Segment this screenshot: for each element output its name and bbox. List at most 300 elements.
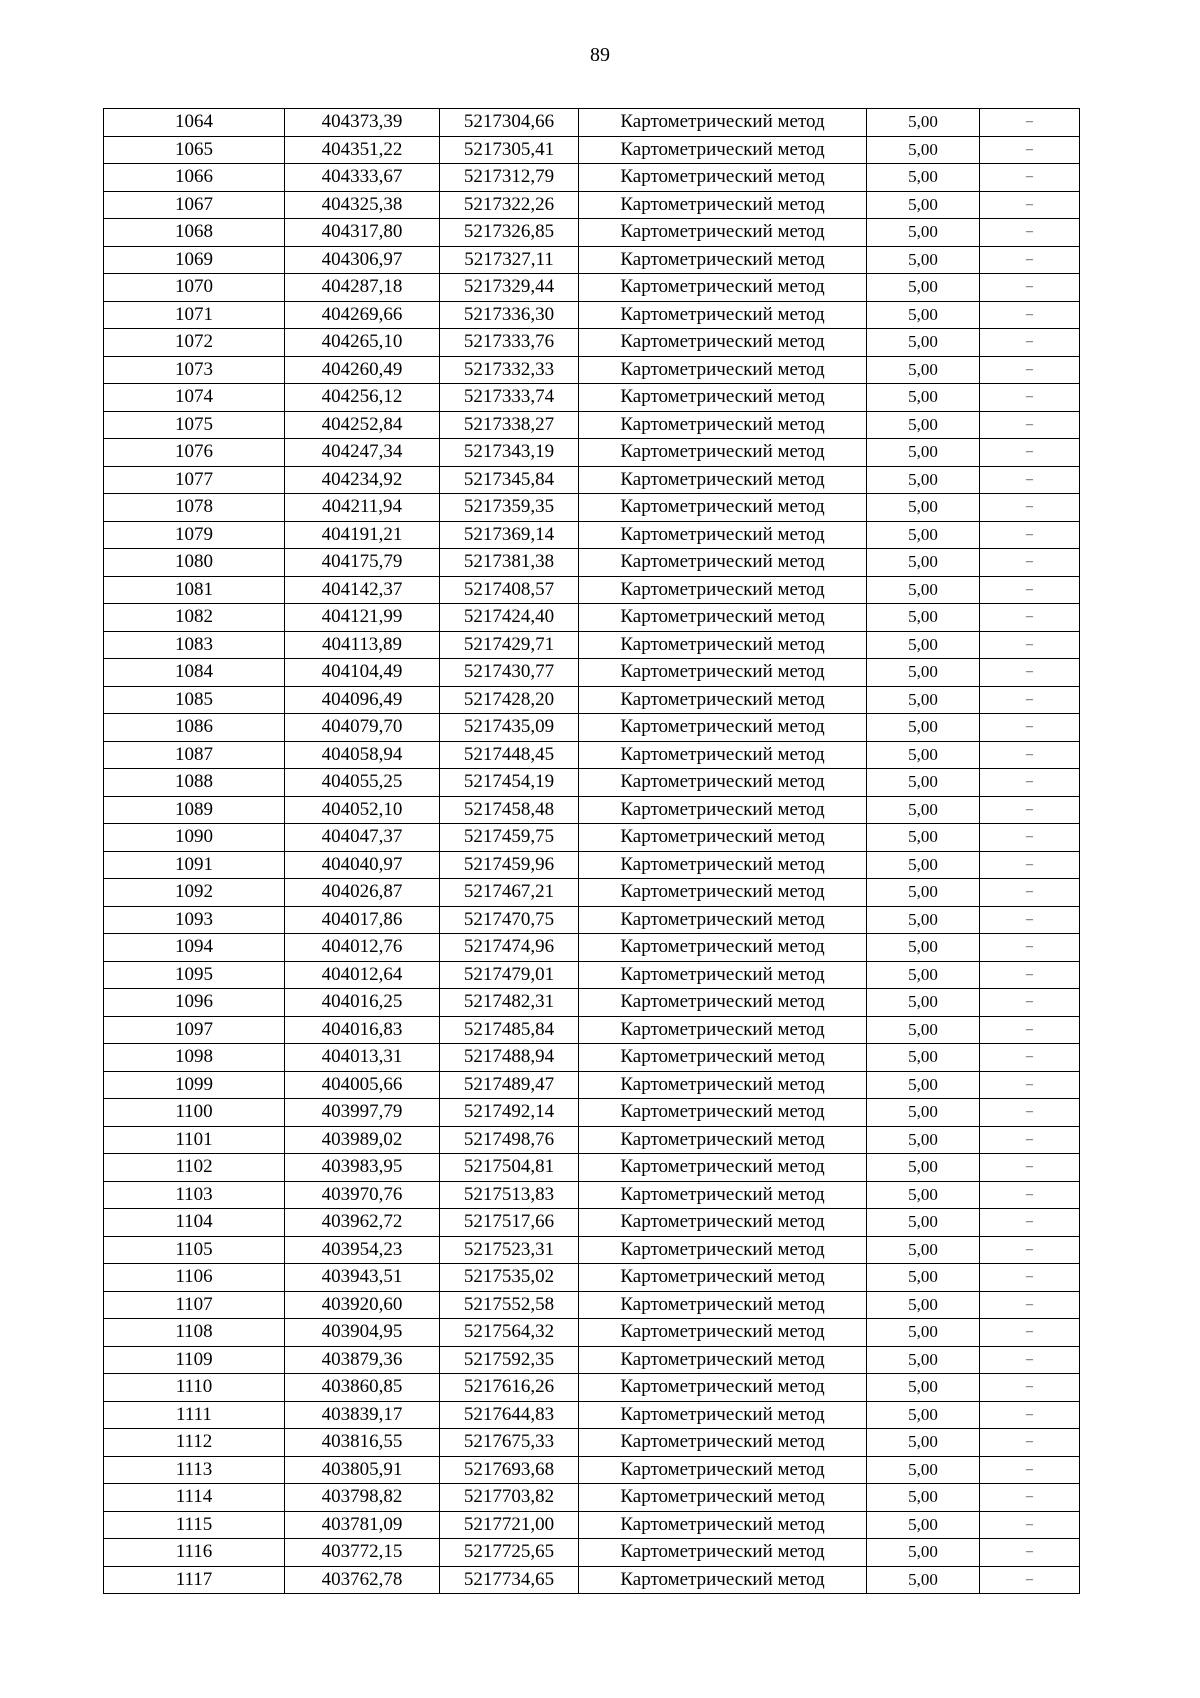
cell-point-number: 1097 <box>104 1016 285 1044</box>
cell-accuracy: 5,00 <box>867 1456 980 1484</box>
cell-y-coordinate: 5217369,14 <box>440 521 579 549</box>
cell-accuracy: 5,00 <box>867 191 980 219</box>
cell-method: Картометрический метод <box>579 219 867 247</box>
cell-accuracy: 5,00 <box>867 1236 980 1264</box>
cell-accuracy: 5,00 <box>867 466 980 494</box>
cell-x-coordinate: 404175,79 <box>285 549 440 577</box>
cell-method: Картометрический метод <box>579 906 867 934</box>
cell-note: – <box>980 1319 1080 1347</box>
cell-x-coordinate: 404234,92 <box>285 466 440 494</box>
cell-x-coordinate: 403970,76 <box>285 1181 440 1209</box>
cell-point-number: 1093 <box>104 906 285 934</box>
table-row <box>104 1126 1080 1154</box>
cell-accuracy: 5,00 <box>867 934 980 962</box>
table-row <box>104 384 1080 412</box>
cell-x-coordinate: 404016,83 <box>285 1016 440 1044</box>
cell-accuracy: 5,00 <box>867 1099 980 1127</box>
cell-method: Картометрический метод <box>579 1346 867 1374</box>
cell-note: – <box>980 1374 1080 1402</box>
cell-y-coordinate: 5217333,76 <box>440 329 579 357</box>
table-row <box>104 1511 1080 1539</box>
cell-point-number: 1111 <box>104 1401 285 1429</box>
cell-method: Картометрический метод <box>579 1291 867 1319</box>
table-row <box>104 1539 1080 1567</box>
cell-note: – <box>980 1346 1080 1374</box>
cell-method: Картометрический метод <box>579 1044 867 1072</box>
cell-accuracy: 5,00 <box>867 1181 980 1209</box>
cell-method: Картометрический метод <box>579 164 867 192</box>
cell-note: – <box>980 246 1080 274</box>
cell-point-number: 1100 <box>104 1099 285 1127</box>
cell-method: Картометрический метод <box>579 1016 867 1044</box>
cell-y-coordinate: 5217435,09 <box>440 714 579 742</box>
cell-point-number: 1081 <box>104 576 285 604</box>
cell-accuracy: 5,00 <box>867 411 980 439</box>
cell-point-number: 1091 <box>104 851 285 879</box>
cell-y-coordinate: 5217675,33 <box>440 1429 579 1457</box>
cell-y-coordinate: 5217338,27 <box>440 411 579 439</box>
cell-point-number: 1076 <box>104 439 285 467</box>
cell-note: – <box>980 1539 1080 1567</box>
cell-point-number: 1079 <box>104 521 285 549</box>
cell-x-coordinate: 404096,49 <box>285 686 440 714</box>
table-row <box>104 1291 1080 1319</box>
cell-accuracy: 5,00 <box>867 769 980 797</box>
cell-point-number: 1067 <box>104 191 285 219</box>
table-row <box>104 329 1080 357</box>
cell-method: Картометрический метод <box>579 439 867 467</box>
cell-point-number: 1105 <box>104 1236 285 1264</box>
cell-point-number: 1086 <box>104 714 285 742</box>
table-row <box>104 714 1080 742</box>
cell-method: Картометрический метод <box>579 411 867 439</box>
cell-point-number: 1107 <box>104 1291 285 1319</box>
table-row <box>104 521 1080 549</box>
cell-method: Картометрический метод <box>579 274 867 302</box>
cell-y-coordinate: 5217725,65 <box>440 1539 579 1567</box>
cell-point-number: 1085 <box>104 686 285 714</box>
cell-y-coordinate: 5217322,26 <box>440 191 579 219</box>
cell-accuracy: 5,00 <box>867 521 980 549</box>
cell-accuracy: 5,00 <box>867 1319 980 1347</box>
cell-y-coordinate: 5217459,75 <box>440 824 579 852</box>
cell-point-number: 1092 <box>104 879 285 907</box>
cell-x-coordinate: 404269,66 <box>285 301 440 329</box>
cell-method: Картометрический метод <box>579 1264 867 1292</box>
table-row <box>104 1099 1080 1127</box>
cell-accuracy: 5,00 <box>867 109 980 137</box>
table-row <box>104 411 1080 439</box>
table-row <box>104 466 1080 494</box>
cell-note: – <box>980 301 1080 329</box>
cell-method: Картометрический метод <box>579 329 867 357</box>
cell-y-coordinate: 5217721,00 <box>440 1511 579 1539</box>
cell-note: – <box>980 1484 1080 1512</box>
cell-note: – <box>980 576 1080 604</box>
cell-note: – <box>980 191 1080 219</box>
cell-y-coordinate: 5217564,32 <box>440 1319 579 1347</box>
cell-note: – <box>980 1401 1080 1429</box>
cell-note: – <box>980 1429 1080 1457</box>
cell-method: Картометрический метод <box>579 191 867 219</box>
cell-x-coordinate: 404012,64 <box>285 961 440 989</box>
cell-point-number: 1089 <box>104 796 285 824</box>
cell-accuracy: 5,00 <box>867 136 980 164</box>
cell-method: Картометрический метод <box>579 136 867 164</box>
cell-method: Картометрический метод <box>579 1456 867 1484</box>
cell-x-coordinate: 403798,82 <box>285 1484 440 1512</box>
cell-method: Картометрический метод <box>579 961 867 989</box>
cell-note: – <box>980 136 1080 164</box>
cell-point-number: 1069 <box>104 246 285 274</box>
cell-point-number: 1065 <box>104 136 285 164</box>
table-row <box>104 934 1080 962</box>
cell-note: – <box>980 411 1080 439</box>
table-row <box>104 741 1080 769</box>
cell-y-coordinate: 5217408,57 <box>440 576 579 604</box>
cell-note: – <box>980 686 1080 714</box>
table-row <box>104 769 1080 797</box>
cell-x-coordinate: 404058,94 <box>285 741 440 769</box>
cell-point-number: 1077 <box>104 466 285 494</box>
table-row <box>104 1016 1080 1044</box>
cell-accuracy: 5,00 <box>867 1346 980 1374</box>
cell-accuracy: 5,00 <box>867 1566 980 1594</box>
cell-x-coordinate: 403920,60 <box>285 1291 440 1319</box>
cell-point-number: 1074 <box>104 384 285 412</box>
cell-accuracy: 5,00 <box>867 576 980 604</box>
cell-point-number: 1075 <box>104 411 285 439</box>
cell-note: – <box>980 1264 1080 1292</box>
table-row <box>104 439 1080 467</box>
cell-method: Картометрический метод <box>579 384 867 412</box>
cell-note: – <box>980 1044 1080 1072</box>
cell-accuracy: 5,00 <box>867 604 980 632</box>
cell-method: Картометрический метод <box>579 576 867 604</box>
cell-accuracy: 5,00 <box>867 796 980 824</box>
cell-method: Картометрический метод <box>579 741 867 769</box>
cell-method: Картометрический метод <box>579 796 867 824</box>
cell-x-coordinate: 403772,15 <box>285 1539 440 1567</box>
cell-accuracy: 5,00 <box>867 439 980 467</box>
cell-y-coordinate: 5217359,35 <box>440 494 579 522</box>
cell-point-number: 1072 <box>104 329 285 357</box>
cell-method: Картометрический метод <box>579 549 867 577</box>
cell-note: – <box>980 1566 1080 1594</box>
cell-method: Картометрический метод <box>579 1511 867 1539</box>
table-row <box>104 851 1080 879</box>
table-row <box>104 1264 1080 1292</box>
table-row <box>104 1374 1080 1402</box>
cell-y-coordinate: 5217513,83 <box>440 1181 579 1209</box>
cell-x-coordinate: 403839,17 <box>285 1401 440 1429</box>
cell-point-number: 1096 <box>104 989 285 1017</box>
cell-y-coordinate: 5217535,02 <box>440 1264 579 1292</box>
cell-method: Картометрический метод <box>579 934 867 962</box>
cell-point-number: 1068 <box>104 219 285 247</box>
cell-note: – <box>980 1456 1080 1484</box>
cell-x-coordinate: 404252,84 <box>285 411 440 439</box>
cell-method: Картометрический метод <box>579 1484 867 1512</box>
cell-point-number: 1104 <box>104 1209 285 1237</box>
cell-accuracy: 5,00 <box>867 1016 980 1044</box>
cell-y-coordinate: 5217504,81 <box>440 1154 579 1182</box>
cell-y-coordinate: 5217479,01 <box>440 961 579 989</box>
cell-y-coordinate: 5217454,19 <box>440 769 579 797</box>
cell-method: Картометрический метод <box>579 1319 867 1347</box>
cell-accuracy: 5,00 <box>867 1071 980 1099</box>
table-row <box>104 1319 1080 1347</box>
cell-accuracy: 5,00 <box>867 714 980 742</box>
cell-x-coordinate: 404055,25 <box>285 769 440 797</box>
cell-note: – <box>980 934 1080 962</box>
cell-point-number: 1103 <box>104 1181 285 1209</box>
cell-note: – <box>980 714 1080 742</box>
cell-y-coordinate: 5217332,33 <box>440 356 579 384</box>
cell-x-coordinate: 404012,76 <box>285 934 440 962</box>
cell-x-coordinate: 404211,94 <box>285 494 440 522</box>
cell-accuracy: 5,00 <box>867 961 980 989</box>
cell-accuracy: 5,00 <box>867 356 980 384</box>
cell-y-coordinate: 5217345,84 <box>440 466 579 494</box>
table-row <box>104 989 1080 1017</box>
cell-x-coordinate: 404247,34 <box>285 439 440 467</box>
table-row <box>104 136 1080 164</box>
cell-accuracy: 5,00 <box>867 1429 980 1457</box>
cell-point-number: 1066 <box>104 164 285 192</box>
cell-y-coordinate: 5217470,75 <box>440 906 579 934</box>
cell-method: Картометрический метод <box>579 989 867 1017</box>
cell-x-coordinate: 404373,39 <box>285 109 440 137</box>
cell-note: – <box>980 521 1080 549</box>
cell-point-number: 1088 <box>104 769 285 797</box>
cell-method: Картометрический метод <box>579 1429 867 1457</box>
cell-note: – <box>980 109 1080 137</box>
cell-method: Картометрический метод <box>579 1401 867 1429</box>
cell-accuracy: 5,00 <box>867 741 980 769</box>
cell-note: – <box>980 466 1080 494</box>
cell-accuracy: 5,00 <box>867 1539 980 1567</box>
cell-x-coordinate: 404256,12 <box>285 384 440 412</box>
cell-note: – <box>980 741 1080 769</box>
cell-point-number: 1102 <box>104 1154 285 1182</box>
table-row <box>104 1154 1080 1182</box>
cell-y-coordinate: 5217482,31 <box>440 989 579 1017</box>
cell-note: – <box>980 604 1080 632</box>
cell-accuracy: 5,00 <box>867 1511 980 1539</box>
cell-accuracy: 5,00 <box>867 1374 980 1402</box>
cell-point-number: 1071 <box>104 301 285 329</box>
table-row <box>104 631 1080 659</box>
cell-note: – <box>980 164 1080 192</box>
cell-x-coordinate: 403983,95 <box>285 1154 440 1182</box>
cell-accuracy: 5,00 <box>867 879 980 907</box>
table-row <box>104 164 1080 192</box>
cell-y-coordinate: 5217429,71 <box>440 631 579 659</box>
cell-note: – <box>980 329 1080 357</box>
cell-point-number: 1064 <box>104 109 285 137</box>
cell-note: – <box>980 1181 1080 1209</box>
cell-y-coordinate: 5217517,66 <box>440 1209 579 1237</box>
cell-accuracy: 5,00 <box>867 1291 980 1319</box>
cell-accuracy: 5,00 <box>867 219 980 247</box>
table-row <box>104 1429 1080 1457</box>
cell-y-coordinate: 5217304,66 <box>440 109 579 137</box>
cell-point-number: 1087 <box>104 741 285 769</box>
cell-x-coordinate: 404013,31 <box>285 1044 440 1072</box>
cell-note: – <box>980 961 1080 989</box>
table-row <box>104 1484 1080 1512</box>
cell-accuracy: 5,00 <box>867 549 980 577</box>
cell-method: Картометрический метод <box>579 356 867 384</box>
cell-note: – <box>980 1099 1080 1127</box>
cell-x-coordinate: 403805,91 <box>285 1456 440 1484</box>
cell-method: Картометрический метод <box>579 246 867 274</box>
cell-x-coordinate: 404191,21 <box>285 521 440 549</box>
table-row <box>104 1181 1080 1209</box>
table-row <box>104 549 1080 577</box>
cell-x-coordinate: 404351,22 <box>285 136 440 164</box>
cell-point-number: 1114 <box>104 1484 285 1512</box>
cell-x-coordinate: 404265,10 <box>285 329 440 357</box>
cell-method: Картометрический метод <box>579 851 867 879</box>
cell-accuracy: 5,00 <box>867 1154 980 1182</box>
cell-point-number: 1073 <box>104 356 285 384</box>
cell-y-coordinate: 5217734,65 <box>440 1566 579 1594</box>
cell-y-coordinate: 5217616,26 <box>440 1374 579 1402</box>
cell-note: – <box>980 1016 1080 1044</box>
cell-accuracy: 5,00 <box>867 274 980 302</box>
cell-x-coordinate: 403904,95 <box>285 1319 440 1347</box>
table-row <box>104 1044 1080 1072</box>
cell-y-coordinate: 5217329,44 <box>440 274 579 302</box>
cell-method: Картометрический метод <box>579 1181 867 1209</box>
cell-method: Картометрический метод <box>579 1099 867 1127</box>
cell-y-coordinate: 5217305,41 <box>440 136 579 164</box>
cell-point-number: 1098 <box>104 1044 285 1072</box>
cell-x-coordinate: 404317,80 <box>285 219 440 247</box>
cell-method: Картометрический метод <box>579 521 867 549</box>
cell-method: Картометрический метод <box>579 1539 867 1567</box>
coordinates-table-body <box>104 109 1080 1594</box>
cell-y-coordinate: 5217312,79 <box>440 164 579 192</box>
cell-accuracy: 5,00 <box>867 851 980 879</box>
cell-accuracy: 5,00 <box>867 686 980 714</box>
cell-y-coordinate: 5217459,96 <box>440 851 579 879</box>
cell-note: – <box>980 384 1080 412</box>
cell-method: Картометрический метод <box>579 631 867 659</box>
cell-x-coordinate: 404113,89 <box>285 631 440 659</box>
cell-accuracy: 5,00 <box>867 1401 980 1429</box>
cell-y-coordinate: 5217430,77 <box>440 659 579 687</box>
cell-method: Картометрический метод <box>579 301 867 329</box>
cell-note: – <box>980 631 1080 659</box>
cell-y-coordinate: 5217552,58 <box>440 1291 579 1319</box>
table-row <box>104 906 1080 934</box>
cell-y-coordinate: 5217488,94 <box>440 1044 579 1072</box>
cell-point-number: 1106 <box>104 1264 285 1292</box>
cell-method: Картометрический метод <box>579 1126 867 1154</box>
table-row <box>104 659 1080 687</box>
cell-y-coordinate: 5217703,82 <box>440 1484 579 1512</box>
cell-note: – <box>980 274 1080 302</box>
cell-y-coordinate: 5217327,11 <box>440 246 579 274</box>
cell-point-number: 1090 <box>104 824 285 852</box>
cell-y-coordinate: 5217336,30 <box>440 301 579 329</box>
coordinates-table <box>103 108 1080 1594</box>
cell-accuracy: 5,00 <box>867 1484 980 1512</box>
cell-point-number: 1113 <box>104 1456 285 1484</box>
cell-note: – <box>980 879 1080 907</box>
cell-x-coordinate: 403781,09 <box>285 1511 440 1539</box>
cell-method: Картометрический метод <box>579 769 867 797</box>
cell-point-number: 1115 <box>104 1511 285 1539</box>
cell-method: Картометрический метод <box>579 824 867 852</box>
table-row <box>104 576 1080 604</box>
cell-point-number: 1080 <box>104 549 285 577</box>
cell-x-coordinate: 404260,49 <box>285 356 440 384</box>
cell-note: – <box>980 989 1080 1017</box>
table-row <box>104 494 1080 522</box>
cell-method: Картометрический метод <box>579 109 867 137</box>
cell-accuracy: 5,00 <box>867 1264 980 1292</box>
cell-note: – <box>980 356 1080 384</box>
table-row <box>104 1071 1080 1099</box>
cell-point-number: 1099 <box>104 1071 285 1099</box>
cell-x-coordinate: 404017,86 <box>285 906 440 934</box>
cell-accuracy: 5,00 <box>867 1209 980 1237</box>
cell-note: – <box>980 494 1080 522</box>
table-row <box>104 219 1080 247</box>
cell-note: – <box>980 796 1080 824</box>
cell-point-number: 1083 <box>104 631 285 659</box>
cell-accuracy: 5,00 <box>867 1044 980 1072</box>
cell-method: Картометрический метод <box>579 659 867 687</box>
cell-x-coordinate: 403997,79 <box>285 1099 440 1127</box>
cell-note: – <box>980 824 1080 852</box>
cell-method: Картометрический метод <box>579 1566 867 1594</box>
cell-y-coordinate: 5217458,48 <box>440 796 579 824</box>
cell-x-coordinate: 404325,38 <box>285 191 440 219</box>
cell-x-coordinate: 403762,78 <box>285 1566 440 1594</box>
table-row <box>104 191 1080 219</box>
cell-x-coordinate: 404306,97 <box>285 246 440 274</box>
cell-x-coordinate: 404052,10 <box>285 796 440 824</box>
cell-x-coordinate: 404040,97 <box>285 851 440 879</box>
cell-x-coordinate: 404287,18 <box>285 274 440 302</box>
cell-point-number: 1101 <box>104 1126 285 1154</box>
cell-x-coordinate: 404142,37 <box>285 576 440 604</box>
cell-note: – <box>980 1236 1080 1264</box>
cell-point-number: 1109 <box>104 1346 285 1374</box>
cell-method: Картометрический метод <box>579 714 867 742</box>
cell-y-coordinate: 5217381,38 <box>440 549 579 577</box>
cell-x-coordinate: 404005,66 <box>285 1071 440 1099</box>
cell-method: Картометрический метод <box>579 1154 867 1182</box>
cell-x-coordinate: 404047,37 <box>285 824 440 852</box>
cell-accuracy: 5,00 <box>867 494 980 522</box>
cell-method: Картометрический метод <box>579 466 867 494</box>
table-row <box>104 246 1080 274</box>
cell-y-coordinate: 5217485,84 <box>440 1016 579 1044</box>
cell-y-coordinate: 5217498,76 <box>440 1126 579 1154</box>
cell-x-coordinate: 403879,36 <box>285 1346 440 1374</box>
table-row <box>104 301 1080 329</box>
cell-point-number: 1117 <box>104 1566 285 1594</box>
cell-y-coordinate: 5217467,21 <box>440 879 579 907</box>
table-row <box>104 1456 1080 1484</box>
cell-accuracy: 5,00 <box>867 906 980 934</box>
